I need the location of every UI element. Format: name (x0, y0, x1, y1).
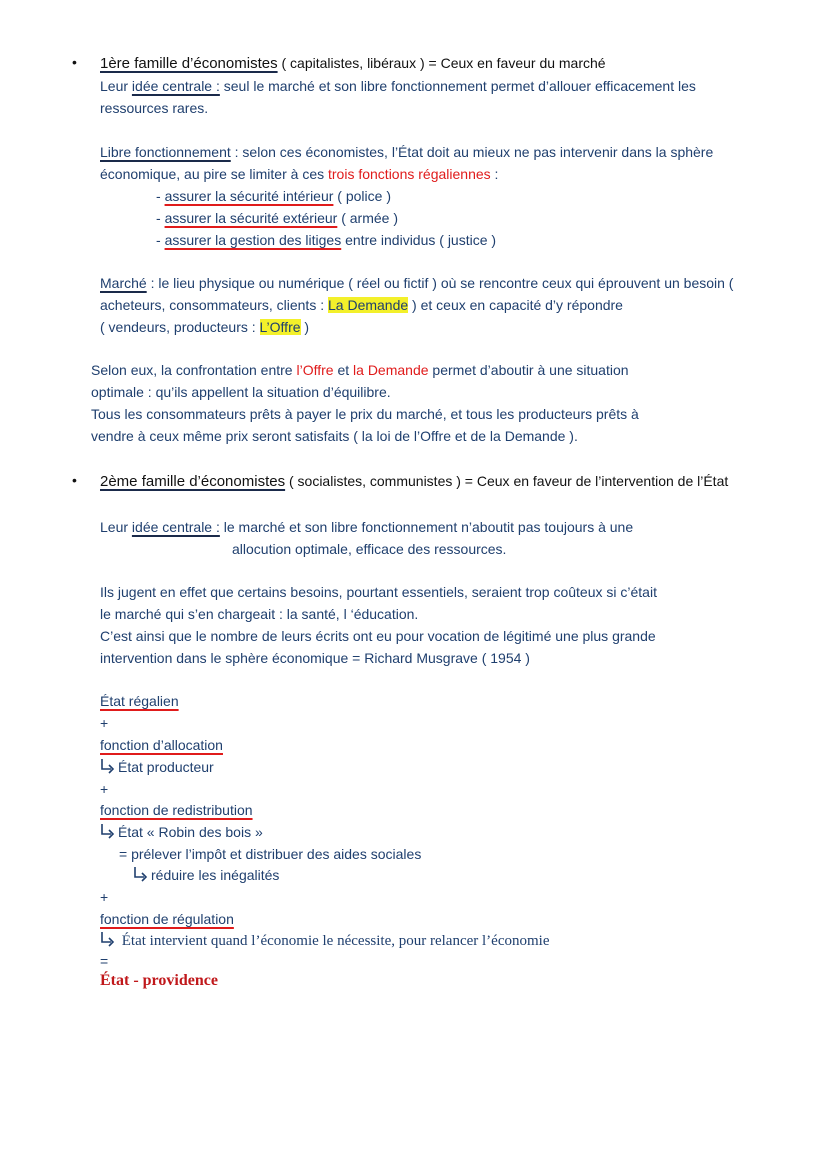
s1-marche-line-3 (100, 318, 309, 336)
fonction-regulation-label: fonction de régulation (100, 911, 234, 927)
etat-regalien (100, 692, 179, 710)
s2-jugent-1: Ils jugent en effet que certains besoins, pourtant essentiels, seraient trop coûteux si c’était (100, 584, 657, 600)
s1-idee-line (100, 77, 696, 95)
s1-selon-offre: l’Offre (296, 362, 334, 378)
plus-3: + (100, 889, 109, 905)
s1-fonction-1 (156, 187, 391, 205)
s1-libre-text-2c: : (490, 166, 499, 182)
s1-fonctions-regaliennes: trois fonctions régaliennes (328, 166, 491, 182)
s1-marche-line-2 (100, 296, 623, 314)
s1-fonction-2-label: assurer la sécurité extérieur (164, 210, 338, 226)
s1-marche-line-1 (100, 274, 733, 292)
s2-idee-line (100, 518, 633, 536)
s1-fonction-3-label: assurer la gestion des litiges (164, 232, 342, 248)
s1-marche-text-3b: ) (300, 319, 310, 335)
s1-marche-text-2b: ) et ceux en capacité d’y répondre (408, 297, 623, 313)
redistribution-eq: = prélever l’impôt et distribuer des aides sociales (119, 846, 422, 862)
s1-fonction-3 (156, 231, 496, 249)
s1-idee-text-1: seul le marché et son libre fonctionnement permet d’allouer efficacement les (219, 78, 696, 94)
turn-right-arrow-icon (100, 931, 116, 947)
s1-selon-1c: permet d’aboutir à une situation (428, 362, 629, 378)
fonction-redistribution-label: fonction de redistribution (100, 802, 253, 818)
regulation-detail (100, 931, 549, 950)
s1-marche-text-2a: acheteurs, consommateurs, clients : (100, 297, 328, 313)
etat-providence: État - providence (100, 972, 218, 989)
s1-marche-label: Marché (100, 275, 147, 291)
section2-heading (100, 472, 728, 491)
redistribution-sub (133, 866, 279, 884)
redistribution-detail-text: État « Robin des bois » (118, 824, 263, 840)
fonction-redistribution (100, 801, 253, 819)
s1-fonction-2 (156, 209, 398, 227)
s1-selon-line-3: Tous les consommateurs prêts à payer le prix du marché, et tous les producteurs prêts à (91, 406, 639, 422)
s1-selon-1b: et (333, 362, 354, 378)
s2-idee-label: idée centrale : (131, 519, 220, 535)
etat-regalien-label: État régalien (100, 693, 179, 709)
equals: = (100, 953, 109, 969)
s1-libre-line (100, 143, 713, 161)
s1-libre-line-2 (100, 165, 498, 183)
s1-la-demande-highlight: La Demande (328, 297, 409, 313)
s1-libre-text-2a: économique, au pire se limiter à ces (100, 166, 328, 182)
s1-selon-line-2: optimale : qu’ils appellent la situation d’équilibre. (91, 384, 391, 400)
s1-idee-prefix: Leur (100, 78, 132, 94)
allocation-detail-text: État producteur (118, 759, 214, 775)
s1-offre-highlight: L’Offre (259, 319, 301, 335)
s2-idee-prefix: Leur (100, 519, 132, 535)
bullet-2: • (72, 472, 77, 488)
s1-selon-demande: la Demande (353, 362, 429, 378)
fonction-regulation (100, 910, 234, 928)
s2-idee-line-2: allocution optimale, efficace des ressources. (232, 541, 507, 557)
s1-selon-line-4: vendre à ceux même prix seront satisfaits ( la loi de l’Offre et de la Demande ). (91, 428, 578, 444)
fonction-allocation (100, 736, 223, 754)
s2-idee-text-1: le marché et son libre fonctionnement n’aboutit pas toujours à une (219, 519, 634, 535)
dash: - (156, 232, 165, 248)
turn-right-arrow-icon (100, 758, 116, 774)
section1-heading (100, 54, 606, 73)
s1-fonction-1-rest: ( police ) (333, 188, 391, 204)
dash: - (156, 188, 165, 204)
bullet-1: • (72, 54, 77, 70)
regulation-detail-text: État intervient quand l’économie le nécessite, pour relancer l’économie (118, 933, 550, 949)
fonction-allocation-label: fonction d’allocation (100, 737, 223, 753)
s1-marche-text-3a: ( vendeurs, producteurs : (100, 319, 260, 335)
s2-jugent-3: C’est ainsi que le nombre de leurs écrits ont eu pour vocation de légitimé une plus grande (100, 628, 656, 644)
turn-right-arrow-icon (133, 866, 149, 882)
s1-libre-text-1: : selon ces économistes, l’État doit au mieux ne pas intervenir dans la sphère (230, 144, 714, 160)
redistribution-detail (100, 823, 263, 841)
plus-1: + (100, 715, 109, 731)
s1-libre-label: Libre fonctionnement (100, 144, 231, 160)
section2-title: 2ème famille d’économistes (100, 473, 286, 490)
plus-2: + (100, 781, 109, 797)
section1-title-rest: ( capitalistes, libéraux ) = Ceux en faveur du marché (277, 55, 606, 71)
turn-right-arrow-icon (100, 823, 116, 839)
section2-title-rest: ( socialistes, communistes ) = Ceux en faveur de l’intervention de l’État (285, 473, 729, 489)
s1-fonction-3-rest: entre individus ( justice ) (341, 232, 497, 248)
s2-jugent-4: intervention dans le sphère économique = Richard Musgrave ( 1954 ) (100, 650, 530, 666)
s1-fonction-1-label: assurer la sécurité intérieur (164, 188, 334, 204)
s1-selon-1a: Selon eux, la confrontation entre (91, 362, 297, 378)
s1-idee-label: idée centrale : (131, 78, 220, 94)
s1-selon-line-1 (91, 361, 629, 379)
s1-idee-line-2: ressources rares. (100, 100, 209, 116)
s2-jugent-2: le marché qui s’en chargeait : la santé, l ‘éducation. (100, 606, 419, 622)
s1-fonction-2-rest: ( armée ) (337, 210, 398, 226)
section1-title: 1ère famille d’économistes (100, 55, 278, 72)
dash: - (156, 210, 165, 226)
allocation-detail (100, 758, 214, 776)
redistribution-sub-text: réduire les inégalités (151, 867, 280, 883)
s1-marche-text-1: : le lieu physique ou numérique ( réel ou fictif ) où se rencontre ceux qui éprouvent un besoin ( (146, 275, 734, 291)
